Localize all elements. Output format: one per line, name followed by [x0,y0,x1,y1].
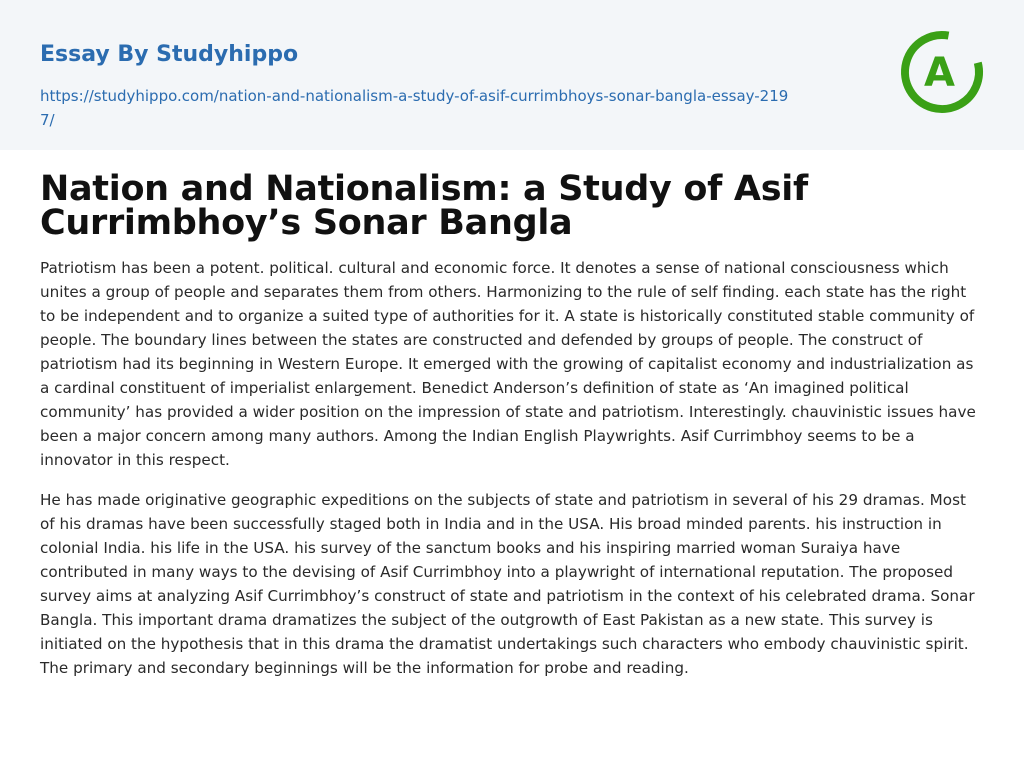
article-paragraph-1: Patriotism has been a potent. political. cultural and economic force. It denotes a sense of national consciousness which unites a group of people and separates them from others. Harmonizing to the rule of self finding. each state has the right to be independent and to organize a suited type of authorities for it. A state is historically constituted stable community of people. The boundary lines between the states are constructed and defended by groups of people. The construct of patriotism had its beginning in Western Europe. It emerged with the growing of capitalist economy and industrialization as a cardinal constituent of imperialist enlargement. Benedict Anderson’s definition of state as ‘An imagined political community’ has provided a wider position on the impression of state and patriotism. Interestingly. chauvinistic issues have been a major concern among many authors. Among the Indian English Playwrights. Asif Currimbhoy seems to be a innovator in this respect. [40,259,976,469]
essay-url-link[interactable]: https://studyhippo.com/nation-and-nationalism-a-study-of-asif-currimbhoys-sonar-bangla-essay-2197/ [40,87,789,129]
site-header [0,0,1024,150]
brand-title[interactable]: Essay By Studyhippo [40,42,299,67]
article [0,150,1024,680]
studyhippo-logo-icon[interactable] [896,28,986,118]
logo-letter: A [924,50,955,96]
article-title: Nation and Nationalism: a Study of Asif Currimbhoy’s Sonar Bangla [40,169,808,243]
article-paragraph-2: He has made originative geographic expeditions on the subjects of state and patriotism in several of his 29 dramas. Most of his dramas have been successfully staged both in India and in the USA. His broad minded parents. his instruction in colonial India. his life in the USA. his survey of the sanctum books and his inspiring married woman Suraiya have contributed in many ways to the devising of Asif Currimbhoy into a playwright of international reputation. The proposed survey aims at analyzing Asif Currimbhoy’s construct of state and patriotism in the context of his celebrated drama. Sonar Bangla. This important drama dramatizes the subject of the outgrowth of East Pakistan as a new state. This survey is initiated on the hypothesis that in this drama the dramatist undertakings such characters who embody chauvinistic spirit. The primary and secondary beginnings will be the information for probe and reading. [40,491,975,677]
